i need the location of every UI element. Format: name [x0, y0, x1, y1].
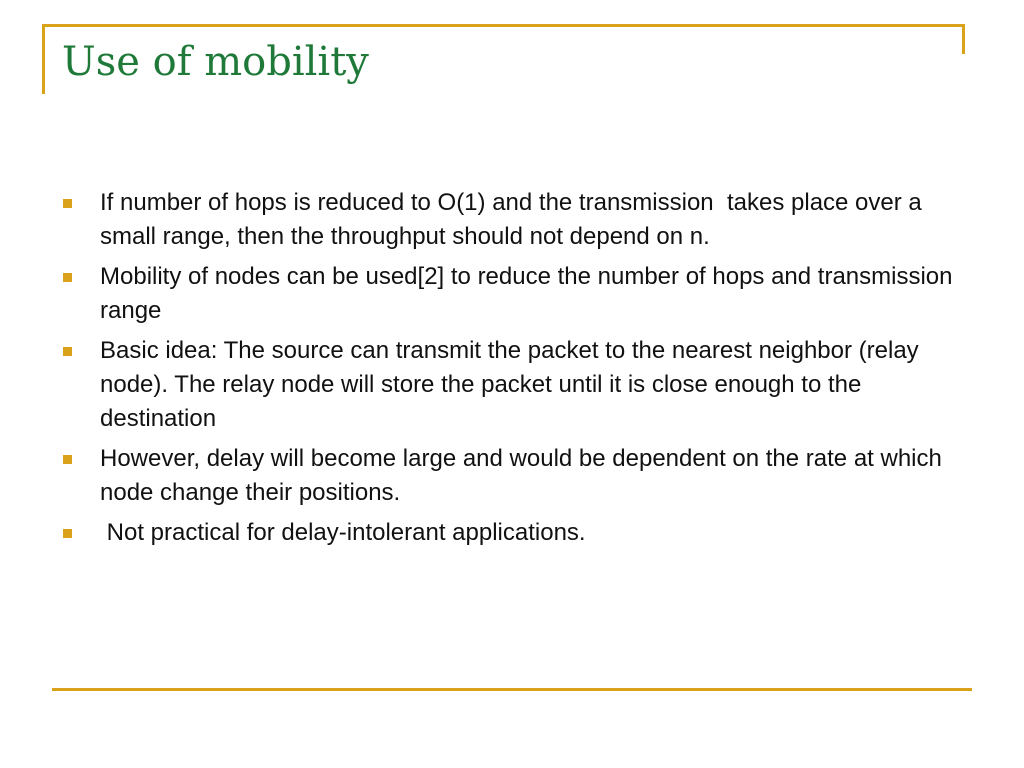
bullet-text: Mobility of nodes can be used[2] to reduce the number of hops and transmission range: [100, 263, 953, 324]
bullet-item: [63, 516, 953, 550]
bullet-list: [63, 186, 953, 556]
bullet-text: However, delay will become large and would be dependent on the rate at which node change their positions.: [100, 445, 942, 506]
square-bullet-icon: [63, 347, 72, 356]
bullet-item: [63, 260, 953, 328]
slide-title: Use of mobility: [62, 39, 369, 85]
bottom-divider: [52, 688, 972, 691]
bullet-item: [63, 186, 953, 254]
bullet-text: Basic idea: The source can transmit the packet to the nearest neighbor (relay node). The relay node will store the packet until it is close enough to the destination: [100, 337, 919, 432]
square-bullet-icon: [63, 273, 72, 282]
bullet-item: [63, 334, 953, 436]
left-frame-line: [42, 24, 45, 94]
square-bullet-icon: [63, 455, 72, 464]
bullet-text: Not practical for delay-intolerant applications.: [100, 519, 586, 546]
right-frame-line: [962, 24, 965, 54]
square-bullet-icon: [63, 199, 72, 208]
square-bullet-icon: [63, 529, 72, 538]
top-frame-line: [42, 24, 965, 27]
bullet-text: If number of hops is reduced to O(1) and the transmission takes place over a small range, then the throughput should not depend on n.: [100, 189, 922, 250]
bullet-item: [63, 442, 953, 510]
